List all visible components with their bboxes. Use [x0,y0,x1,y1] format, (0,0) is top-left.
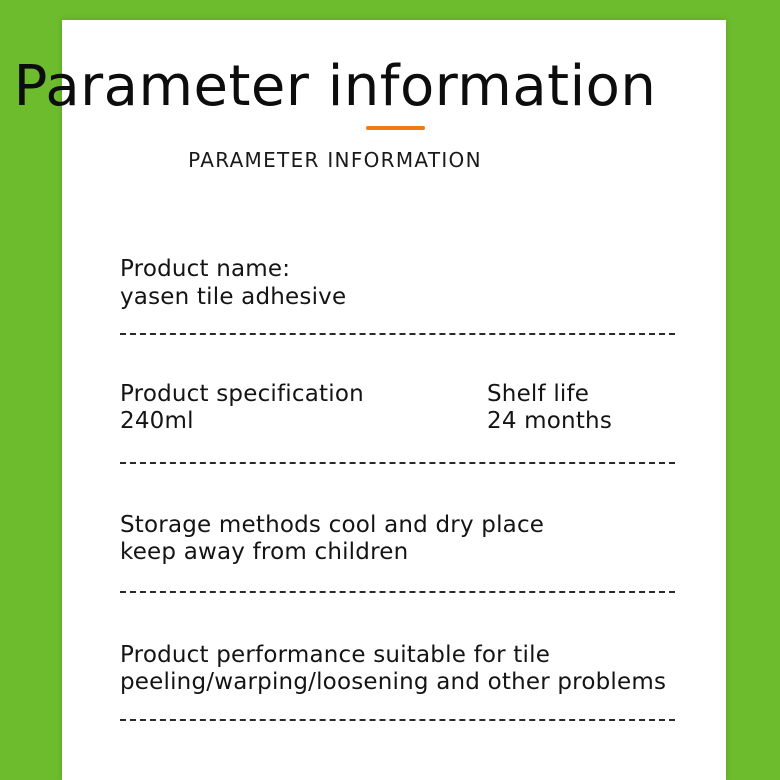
title-accent-bar [366,126,425,130]
storage-line-2: keep away from children [120,539,409,565]
shelf-life-label: Shelf life [487,381,590,407]
product-name-value: yasen tile adhesive [120,284,347,310]
divider [120,462,675,464]
specification-label: Product specification [120,381,364,407]
page-title: Parameter information [13,54,657,119]
specification-value: 240ml [120,408,194,434]
product-name-label: Product name: [120,256,291,282]
performance-line-1: Product performance suitable for tile [120,642,551,668]
storage-line-1: Storage methods cool and dry place [120,512,545,538]
divider [120,719,675,721]
shelf-life-value: 24 months [487,408,613,434]
performance-line-2: peeling/warping/loosening and other problems [120,669,667,695]
page-subtitle: PARAMETER INFORMATION [188,148,482,172]
divider [120,591,675,593]
divider [120,333,675,335]
